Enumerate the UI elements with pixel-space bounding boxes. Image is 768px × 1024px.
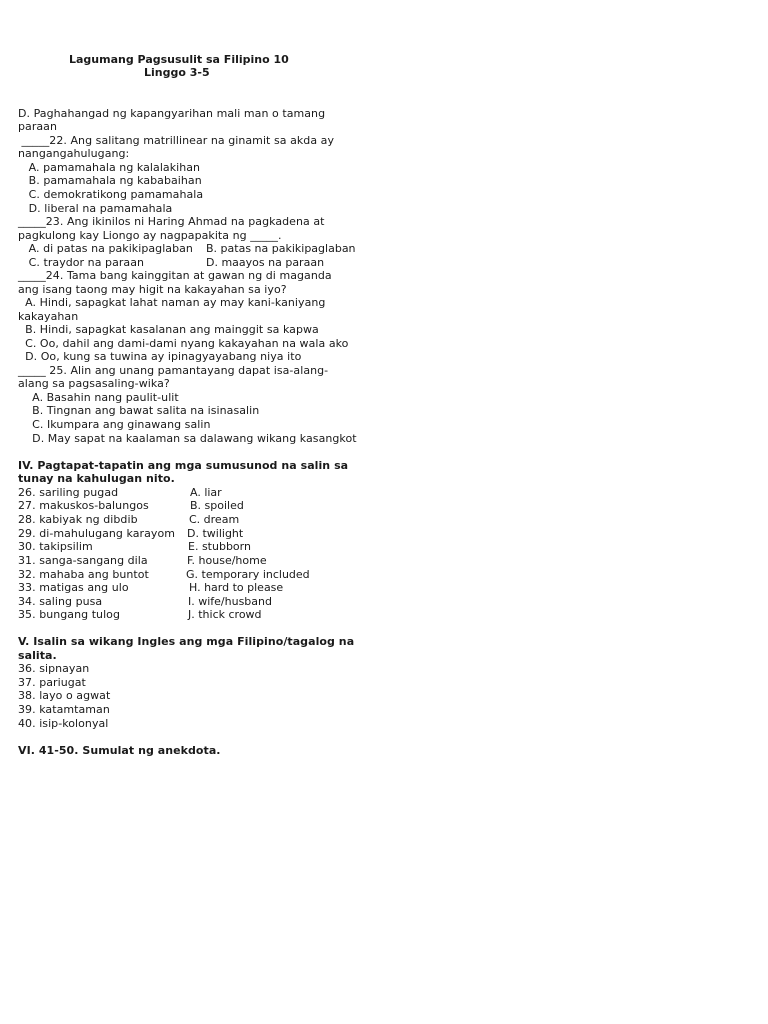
matching-left-item: 32. mahaba ang buntot xyxy=(18,568,149,581)
prev-option-d: D. Paghahangad ng kapangyarihan mali man o tamang xyxy=(18,107,326,120)
q25-option-c: C. Ikumpara ang ginawang salin xyxy=(18,418,211,431)
q23-option-b: B. patas na pakikipaglaban xyxy=(206,242,356,255)
q24-stem-cont: ang isang taong may higit na kakayahan sa iyo? xyxy=(18,283,287,296)
q24-option-b: B. Hindi, sapagkat kasalanan ang mainggit sa kapwa xyxy=(18,323,319,336)
q23-stem: _____23. Ang ikinilos ni Haring Ahmad na pagkadena at xyxy=(18,215,325,228)
translation-item: 39. katamtaman xyxy=(18,703,110,716)
section-v-heading-cont: salita. xyxy=(18,649,57,662)
matching-left-item: 33. matigas ang ulo xyxy=(18,581,129,594)
q23-option-c: C. traydor na paraan xyxy=(18,256,145,269)
matching-left-item: 30. takipsilim xyxy=(18,540,93,553)
translation-item: 37. pariugat xyxy=(18,676,86,689)
matching-right-item: E. stubborn xyxy=(188,540,251,553)
exam-title: Lagumang Pagsusulit sa Filipino 10 xyxy=(69,53,289,66)
matching-right-item: B. spoiled xyxy=(190,499,244,512)
matching-right-item: D. twilight xyxy=(187,527,244,540)
section-v-heading: V. Isalin sa wikang Ingles ang mga Filipino/tagalog na xyxy=(18,635,355,648)
q25-stem: _____ 25. Alin ang unang pamantayang dapat isa-alang- xyxy=(18,364,329,377)
q22-option-d: D. liberal na pamamahala xyxy=(18,202,173,215)
exam-subtitle: Linggo 3-5 xyxy=(144,66,210,79)
q22-option-b: B. pamamahala ng kababaihan xyxy=(18,174,202,187)
q22-stem-cont: nangangahulugang: xyxy=(18,147,130,160)
matching-right-item: C. dream xyxy=(189,513,240,526)
matching-left-item: 31. sanga-sangang dila xyxy=(18,554,148,567)
matching-right-item: A. liar xyxy=(190,486,222,499)
q24-option-a-cont: kakayahan xyxy=(18,310,79,323)
q22-stem: _____22. Ang salitang matrillinear na ginamit sa akda ay xyxy=(18,134,335,147)
q25-option-a: A. Basahin nang paulit-ulit xyxy=(18,391,179,404)
translation-item: 38. layo o agwat xyxy=(18,689,111,702)
q22-option-a: A. pamamahala ng kalalakihan xyxy=(18,161,201,174)
matching-right-item: G. temporary included xyxy=(186,568,310,581)
q25-option-b: B. Tingnan ang bawat salita na isinasalin xyxy=(18,404,260,417)
q23-option-a: A. di patas na pakikipaglaban xyxy=(18,242,193,255)
q22-option-c: C. demokratikong pamamahala xyxy=(18,188,204,201)
q24-stem: _____24. Tama bang kainggitan at gawan ng di maganda xyxy=(18,269,332,282)
q25-stem-cont: alang sa pagsasaling-wika? xyxy=(18,377,170,390)
section-iv-heading-cont: tunay na kahulugan nito. xyxy=(18,472,175,485)
matching-left-item: 29. di-mahulugang karayom xyxy=(18,527,175,540)
matching-left-item: 35. bungang tulog xyxy=(18,608,120,621)
prev-option-d-cont: paraan xyxy=(18,120,57,133)
matching-left-item: 26. sariling pugad xyxy=(18,486,119,499)
section-vi-heading: VI. 41-50. Sumulat ng anekdota. xyxy=(18,744,221,757)
section-iv-heading: IV. Pagtapat-tapatin ang mga sumusunod na salin sa xyxy=(18,459,349,472)
matching-right-item: I. wife/husband xyxy=(188,595,272,608)
q23-option-d: D. maayos na paraan xyxy=(206,256,325,269)
q24-option-c: C. Oo, dahil ang dami-dami nyang kakayahan na wala ako xyxy=(18,337,349,350)
matching-right-item: F. house/home xyxy=(187,554,267,567)
q23-stem-cont: pagkulong kay Liongo ay nagpapakita ng _____. xyxy=(18,229,282,242)
matching-right-item: J. thick crowd xyxy=(188,608,262,621)
q24-option-d: D. Oo, kung sa tuwina ay ipinagyayabang niya ito xyxy=(18,350,302,363)
matching-right-item: H. hard to please xyxy=(189,581,284,594)
q24-option-a: A. Hindi, sapagkat lahat naman ay may kani-kaniyang xyxy=(18,296,326,309)
matching-left-item: 28. kabiyak ng dibdib xyxy=(18,513,138,526)
q25-option-d: D. May sapat na kaalaman sa dalawang wikang kasangkot xyxy=(18,432,357,445)
matching-left-item: 34. saling pusa xyxy=(18,595,103,608)
translation-item: 36. sipnayan xyxy=(18,662,90,675)
translation-item: 40. isip-kolonyal xyxy=(18,717,109,730)
matching-left-item: 27. makuskos-balungos xyxy=(18,499,149,512)
